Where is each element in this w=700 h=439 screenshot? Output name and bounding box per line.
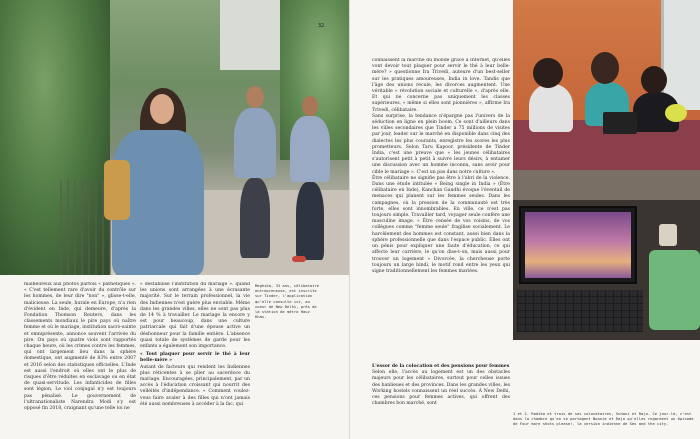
- man2-body: [290, 116, 330, 182]
- paragraph: « déstabilise l'institution du mariage ». quand les unions sont arrangées à une écrasante majorité. Sur le terrain professionnel, la vie des Indiennes n'est guère plus enviable. Même dans les grandes villes, elles ne sont pas plus de 14 % à travailler. Le mariage la encore y est pour beaucoup, dans une culture patriarcale qui fait d'une épouse active un déshonneur pour la famille entière. L'absence quasi totale de systèmes de garde pour les enfants a également son importance.: [140, 282, 250, 350]
- paragraph: Sans surprise, la tendance n'épargne pas l'univers de la séduction en ligne en plein boom. Ce sont d'ailleurs dans les villes secondaires que Tinder a 75 millions de visites par jour, leader sur le marché en disponible dans cinq des dialectes les plus courants, enregistre les scores les plus prometteurs. Selon Taru Kapoor, présidente de Tinder India, c'est une preuve que « les jeunes célibataires s'autorisent petit à petit à suivre leurs désirs, à entamer une discussion avec un homme inconnu, sans avoir pour cible le mariage ». C'est un pas dans notre culture ».: [372, 113, 510, 175]
- red-shoe: [292, 256, 306, 262]
- yellow-pillow: [665, 104, 687, 122]
- tv-show-image: [525, 212, 631, 278]
- girl1-body: [529, 84, 573, 132]
- street-photo: [0, 0, 350, 275]
- right-column-1: [372, 58, 510, 358]
- left-column-1: [24, 282, 136, 432]
- subheading: « Tout plaquer pour servir le thé à leur belle-mère »: [140, 352, 250, 364]
- paragraph: Autant de facteurs qui rendent les Indiennes plus réticentes à se plier au sacerdoce du mariage. Encouragées, principalement, par un accès à l'éducation croissant qui nourrit des velléités d'indépendance. « Comment voulez-vous faire avaler à des filles qui n'ont jamais été aussi nombreuses à accéder à la fac, qui: [140, 364, 250, 407]
- man1-head: [246, 86, 264, 108]
- man2-head: [302, 96, 318, 116]
- girl1-hair: [533, 58, 563, 88]
- man1-legs: [240, 178, 270, 258]
- paragraph: Selon elle, l'accès au logement est un des obstacles majeurs pour les célibataires, surtout pour celles issues des banlieues et des provinces. Dans les grandes villes, les Working hostels connaissent un réel succès. À New Delhi, ces pensions pour femmes actives, qui offrent des chambres bon marché, sont: [372, 370, 510, 407]
- girl3-hair: [641, 66, 667, 94]
- woman-face: [150, 94, 174, 124]
- laptop-keyboard: [517, 290, 643, 332]
- page-number-left: 32: [318, 23, 325, 29]
- paragraph: malheureux aux photos parfois « pathétiques ». « C'est tellement rare d'avoir du contrôle sur les hommes, de leur dire "non" », glisse-t-elle, malicieuse. La seule, hurale en Europe, n'a rien d'évident en Inde, qui demeure, d'après la Fondation Thomson Reuters, dans les classements mondiaux le pire pays où naître femme et où le mariage, institution sacro-sainte et omniprésente, annonce souvent l'arrivée du pire. On pays où quatre viols sont rapportés chaque heure, où les crimes contre les femmes, qui ont largement lieu dans la sphère domestique, ont augmenté de 83% entre 2007 et 2016 selon des statistiques officielles. L'Inde est aussi l'endroit où elles ont le plus de risques d'être réduites en esclavage ou en état de quasi-servitude. Les infanticides de filles sont légion. Le viol conjugal n'y est toujours pas pénalisé. Le gouvernement de l'ultranationaliste Narendra Modi s'y est opposé fin 2018, craignant qu'une telle loi ne: [24, 282, 136, 412]
- paragraph: Être célibataire ne signifie pas être à l'abri de la violence. Dans une étude intitulée « Being single in India » (Être célibataire en Inde), Kanchan Gandhi évoque l'éventail de menaces qui planent sur les femmes seules. Dans les campagnes, où la pression de la communauté est très forte, elles sont innombrables. En ville, ce n'est pas toujours simple. Travailler tard, voyager seule confère une masculine image. « Être censée de vos voisins, de vos collègues comme "femme seule" fragilise socialement. Le harcèlement des hommes est constant, aussi bien dans la sphère professionnelle que dans l'espace public. Elles ont un pénis pour expliquer une faute d'éducation, ce qui affecte leur carrière, le qu'on dise-t-on, mais aussi pour trouver un logement » Divorcée, la chercheuse porte toujours un large bindi, le motif rond entre les yeux qui signe traditionnellement les femmes mariées.: [372, 175, 510, 274]
- paragraph: connaissent la marche du monde grâce à Internet, qu'elles vont devoir tout plaquer pour servir le thé à leur belle-mère? » questionne Ira Trivedi, auteure d'un best-seller sur les pratiques amoureuses, India in love. Tandis que l'âge des unions recule, les divorces augmentent. Une véritable « révolution sociale et culturelle », d'après elle. Et qui ne concerne pas uniquement les classes supérieures, « même si elles sont pionnières », affirme Ira Trivedi, célibataire.: [372, 58, 510, 113]
- laptop-on-bed: [603, 112, 637, 134]
- man2-legs: [296, 182, 324, 260]
- green-basket: [649, 250, 700, 330]
- subheading: L'essor de la colocation et des pensions pour femmes: [372, 364, 510, 369]
- photo-caption-right: 1 et 2. Radika et trois de ses colocataires, Suhani et Rajo. Ce jour-là, c'est dans la chambre qu'on se partagent Nonnie et Rajo qu'elles regardent un épisode de Four more shots please!, la version indienne de Sex and the city.: [513, 411, 694, 427]
- room-photo: [513, 0, 700, 340]
- cup: [659, 224, 677, 246]
- man1-body: [234, 108, 276, 178]
- girl2-hair: [591, 52, 619, 84]
- left-column-2: [140, 282, 250, 432]
- right-column-2: [372, 362, 510, 434]
- woman-bag: [104, 160, 130, 220]
- photo-caption-left: Meghika, 33 ans, célibataire entrepreneuse, est inscrite sur Tinder, l'application qu'elle consulte ici, au coeur de New Delhi, près de la station de métro Hauz Khas.: [255, 283, 320, 320]
